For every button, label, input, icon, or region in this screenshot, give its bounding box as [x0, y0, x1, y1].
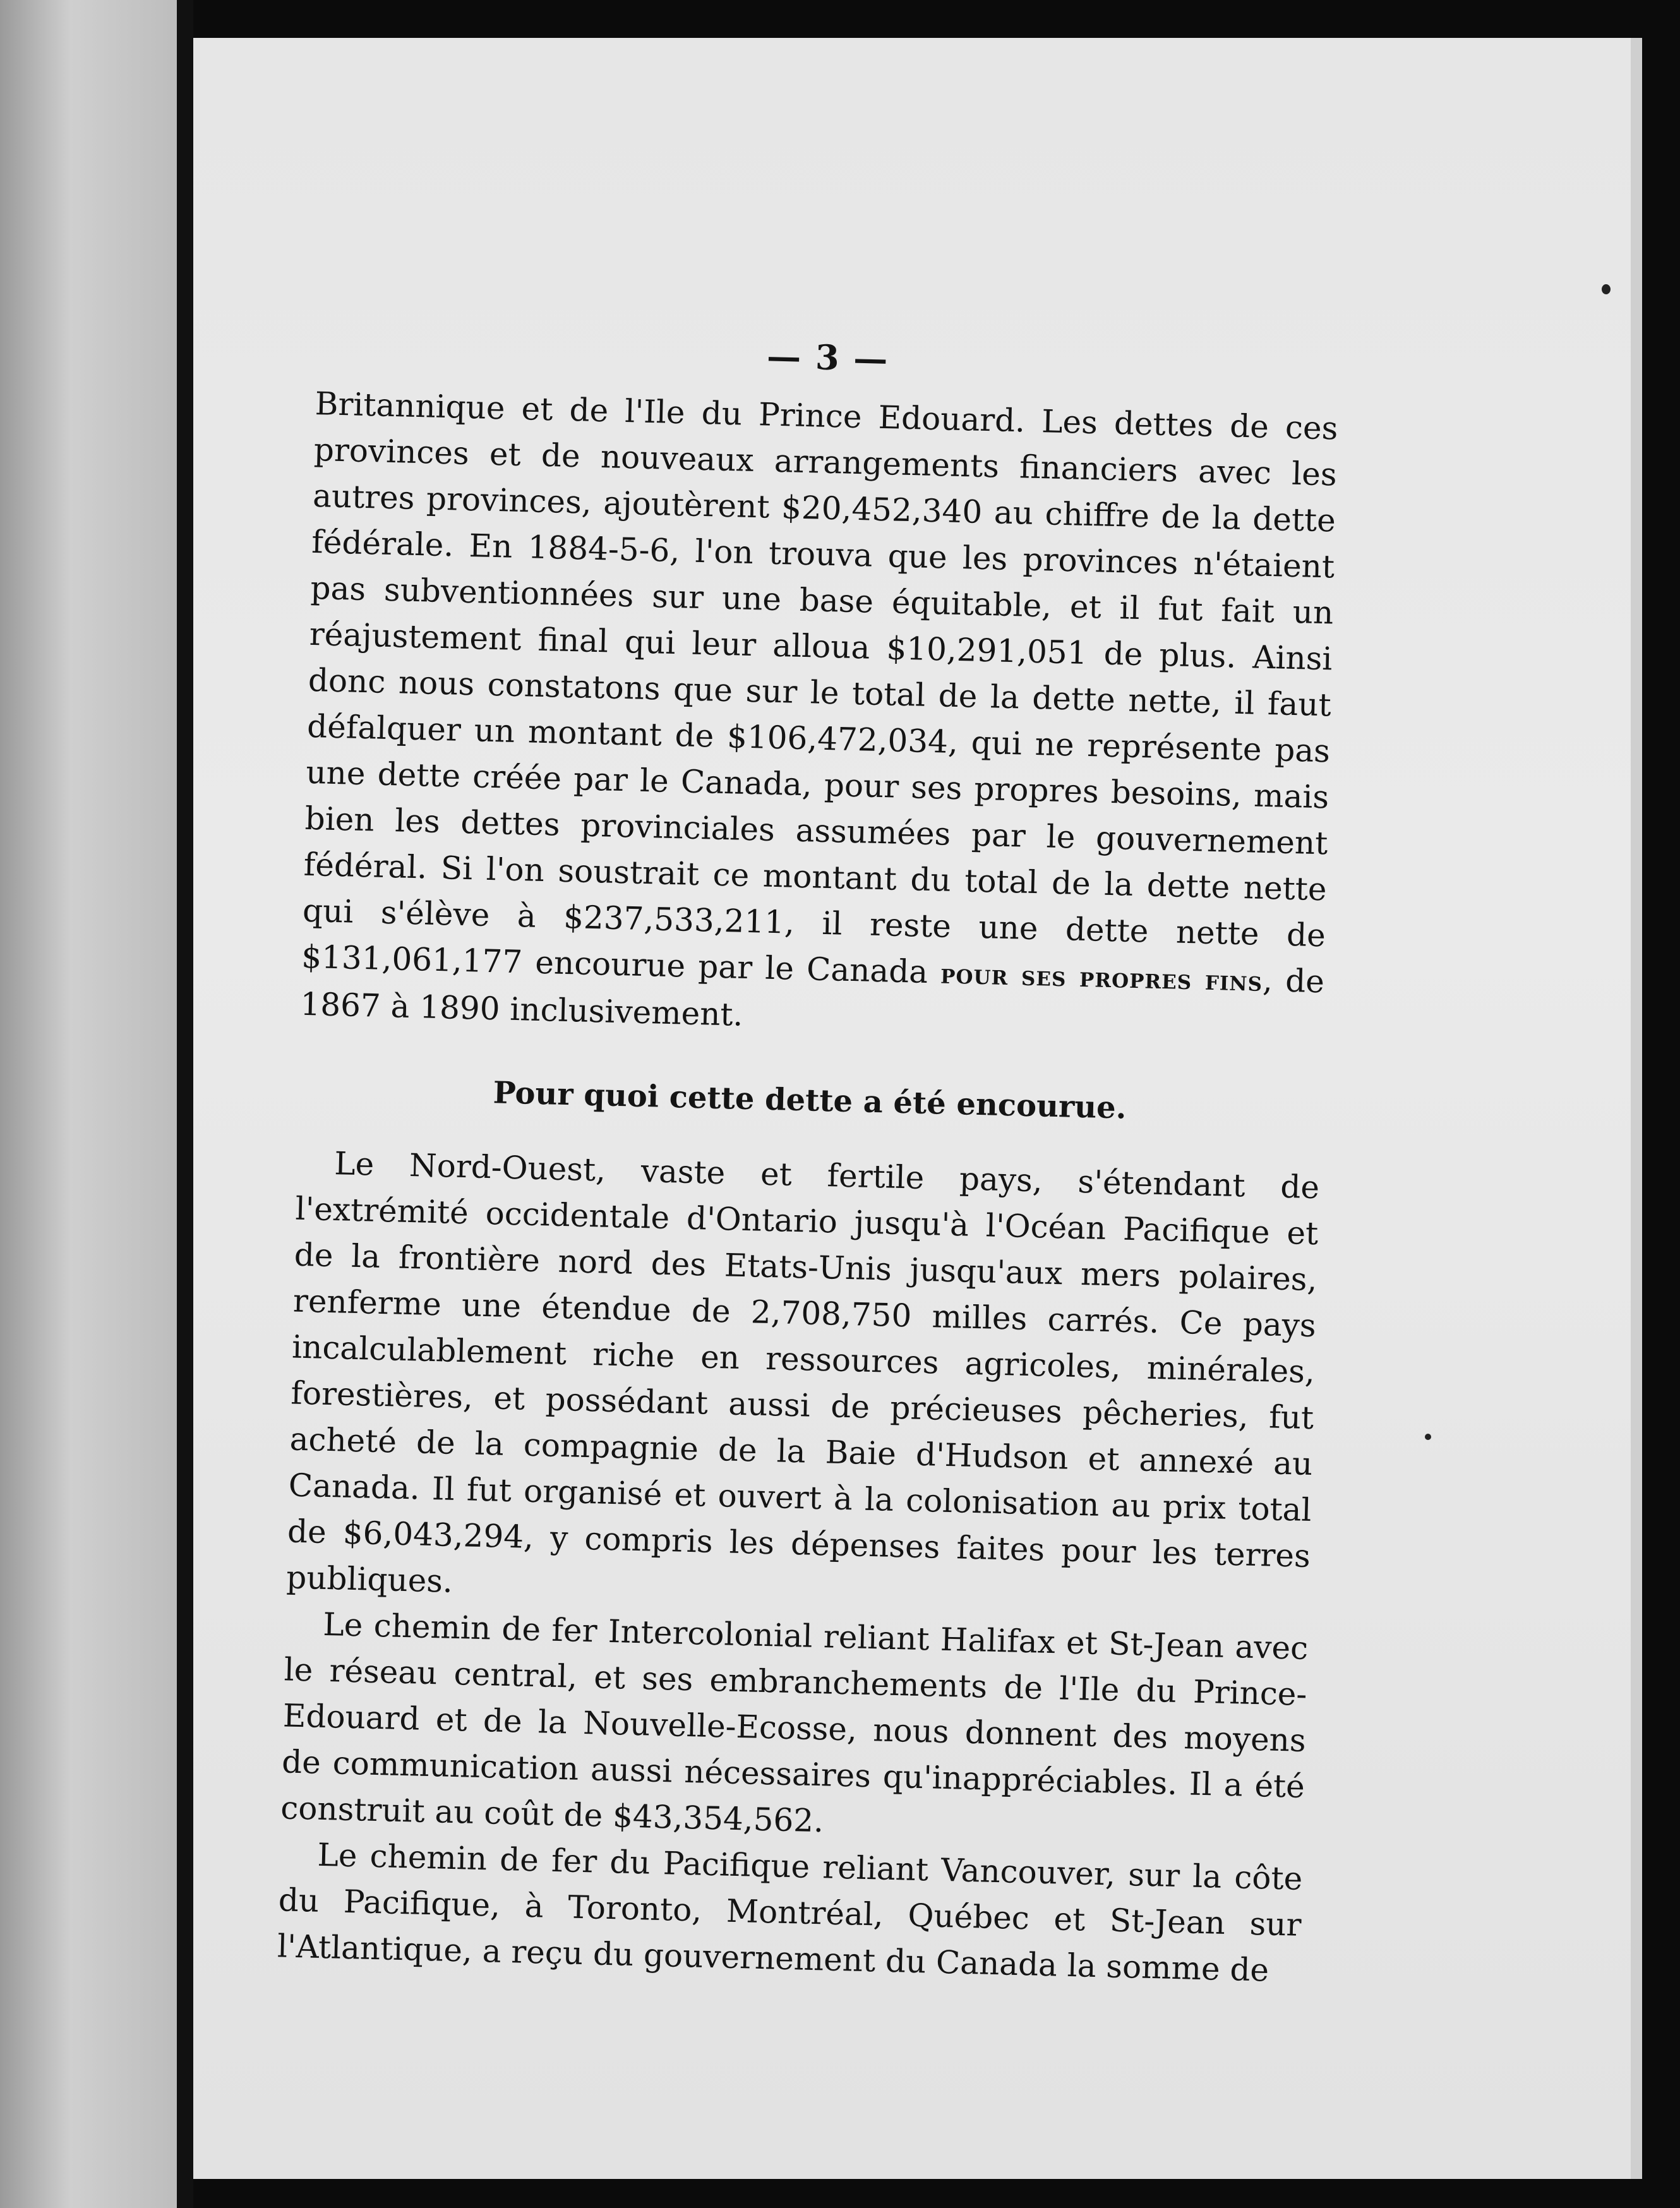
paragraph: [300, 381, 1339, 1052]
paragraph-text: Britannique et de l'Ile du Prince Edouard. Les dettes de ces provinces et de nouveaux arrangements financiers avec les autres provinces, ajoutèrent $20,452,340 au chiffre de la dette fédérale. En 1884-5-6, l'on trouva que les provinces n'étaient pas subventionnées sur une base équitable, et il fut fait un réajustement final qui leur alloua $10,291,051 de plus. Ainsi donc nous constatons que sur le total de la dette nette, il faut défalquer un montant de $106,472,034, qui ne représente pas une dette créée par le Canada, pour ses propres besoins, mais bien les dettes provinciales assumées par le gouvernement fédéral. Si l'on soustrait ce montant du total de la dette nette qui s'élève à $237,533,211, il reste une dette nette de $131,061,177 encourue par le Canada: [301, 385, 1339, 990]
section-heading: Pour quoi cette dette a été encourue.: [493, 1075, 1127, 1126]
paragraph-text: , de 1867 à 1890 inclusivement.: [299, 961, 1325, 1033]
paragraph: Le chemin de fer du Pacifique reliant Vancouver, sur la côte du Pacifique, à Toronto, Montréal, Québec et St-Jean sur l'Atlantique, a reçu du gouvernement du Canada la somme de: [277, 1836, 1303, 1989]
emphasis-text: pour ses propres fins: [940, 957, 1263, 998]
ink-speck: [1602, 284, 1611, 294]
ink-speck: [1425, 1434, 1431, 1440]
page-content: [277, 335, 1339, 1995]
paragraph: Le Nord-Ouest, vaste et fertile pays, s'étendant de l'extrémité occidentale d'Ontario jusqu'à l'Océan Pacifique et de la frontière nord des Etats-Unis jusqu'aux mers polaires, renferme une étendue de 2,708,750 milles carrés. Ce pays incalculablement riche en ressources agricoles, minérales, forestières, et possédant aussi de précieuses pêcheries, fut acheté de la compagnie de la Baie d'Hudson et annexé au Canada. Il fut organisé et ouvert à la colonisation au prix total de $6,043,294, y compris les dépenses faites pour les terres publiques.: [285, 1145, 1320, 1600]
paragraph: Le chemin de fer Intercolonial reliant Halifax et St-Jean avec le réseau central, et ses embranchements de l'Ile du Prince-Edouard et de la Nouvelle-Ecosse, nous donnent des moyens de communication aussi nécessaires qu'inappréciables. Il a été construit au coût de $43,354,562.: [280, 1605, 1309, 1840]
page-number: — 3 —: [766, 335, 890, 380]
book-gutter: [177, 0, 193, 2208]
adjacent-page: [0, 0, 177, 2208]
